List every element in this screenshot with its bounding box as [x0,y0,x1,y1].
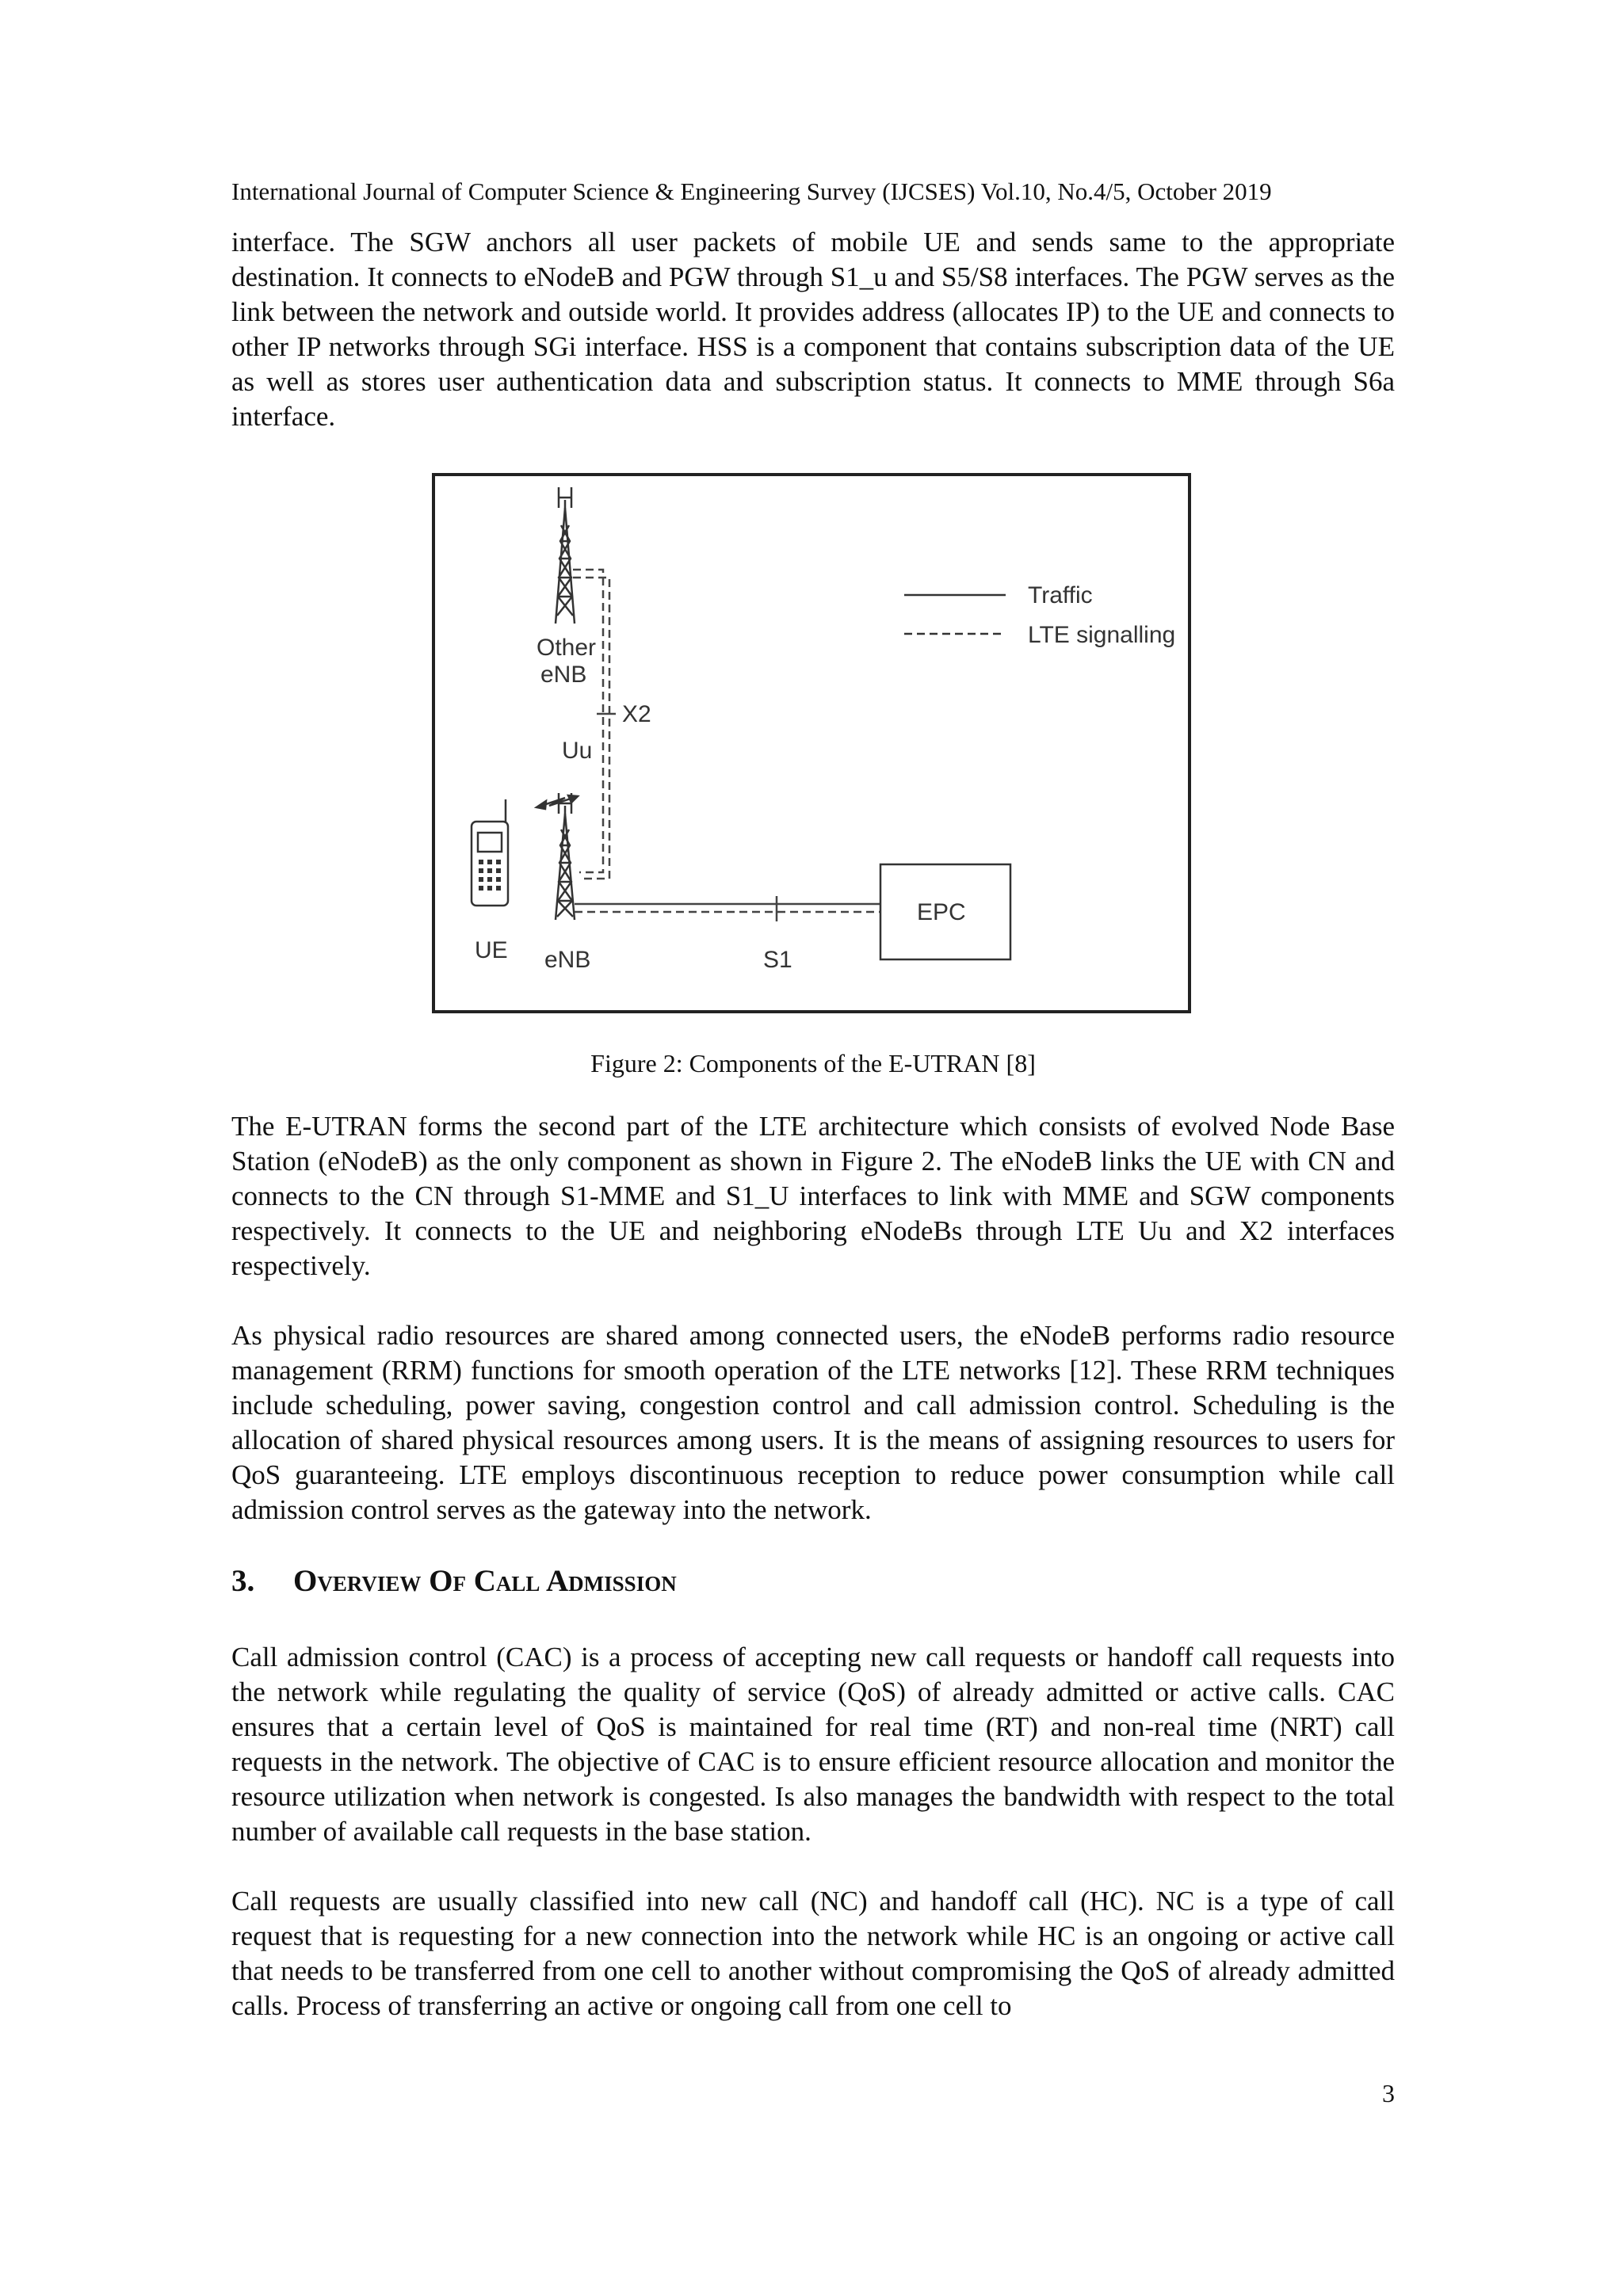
ue-label: UE [475,937,508,963]
s1-label: S1 [763,947,792,973]
paragraph-sgw-pgw-hss: interface. The SGW anchors all user packets of mobile UE and sends same to the appropriate destination. It connects to eNodeB and PGW through S1_u and S5/S8 interfaces. The PGW serves as the link between the network and outside world. It provides address (allocates IP) to the UE and connects to other IP networks through SGi interface. HSS is a component that contains subscription data of the UE as well as stores user authentication data and subscription status. It connects to MME through S6a interface. [231,227,1395,432]
antenna-tower-icon [556,487,575,624]
antenna-tower-icon [556,793,575,920]
running-header: International Journal of Computer Science & Engineering Survey (IJCSES) Vol.10, No.4/5, October 2019 [231,177,1272,205]
epc-label: EPC [917,899,966,925]
other-enb-label-line1: Other [537,635,597,661]
enb-label: eNB [544,947,591,973]
section-number: 3. [231,1564,255,1598]
x2-label: X2 [622,701,651,727]
paragraph-eutran: The E-UTRAN forms the second part of the LTE architecture which consists of evolved Node Base Station (eNodeB) as the only component as shown in Figure 2. The eNodeB links the UE with CN and connects to the CN through S1-MME and S1_U interfaces to link with MME and SGW components respectively. It connects to the UE and neighboring eNodeBs through LTE Uu and X2 interfaces respectively. [231,1111,1395,1281]
legend-signalling-label: LTE signalling [1028,622,1176,648]
mobile-phone-icon [472,799,508,906]
eutran-diagram-svg [435,476,1188,1010]
other-enb-label-line2: eNB [540,662,587,688]
page-number: 3 [1382,2079,1395,2107]
x2-signalling-path [573,570,609,879]
paragraph-call-requests: Call requests are usually classified into new call (NC) and handoff call (HC). NC is a type of call request that is requesting for a new connection into the network while HC is an ongoing or active call that needs to be transferred from one cell to another without compromising the QoS of already admitted calls. Process of transferring an active or ongoing call from one cell to [231,1886,1395,2021]
uu-label: Uu [562,738,593,764]
legend-traffic-label: Traffic [1028,582,1093,608]
s1-link [575,896,880,921]
section-heading [231,1562,677,1600]
figure-caption: Figure 2: Components of the E-UTRAN [8] [590,1049,1036,1077]
section-title: Overview Of Call Admission [293,1564,677,1598]
paragraph-rrm: As physical radio resources are shared among connected users, the eNodeB performs radio resource management (RRM) functions for smooth operation of the LTE networks [12]. These RRM techniques include scheduling, power saving, congestion control and call admission control. Scheduling is the allocation of shared physical resources among users. It is the means of assigning resources to users for QoS guaranteeing. LTE employs discontinuous reception to reduce power consumption while call admission control serves as the gateway into the network. [231,1320,1395,1525]
paragraph-cac: Call admission control (CAC) is a process of accepting new call requests or handoff call requests into the network while regulating the quality of service (QoS) of already admitted or active calls. CAC ensures that a certain level of QoS is maintained for real time (RT) and non-real time (NRT) call requests in the network. The objective of CAC is to ensure efficient resource allocation and monitor the resource utilization when network is congested. Is also manages the bandwidth with respect to the total number of available call requests in the base station. [231,1642,1395,1847]
figure-eutran-diagram [432,473,1191,1013]
